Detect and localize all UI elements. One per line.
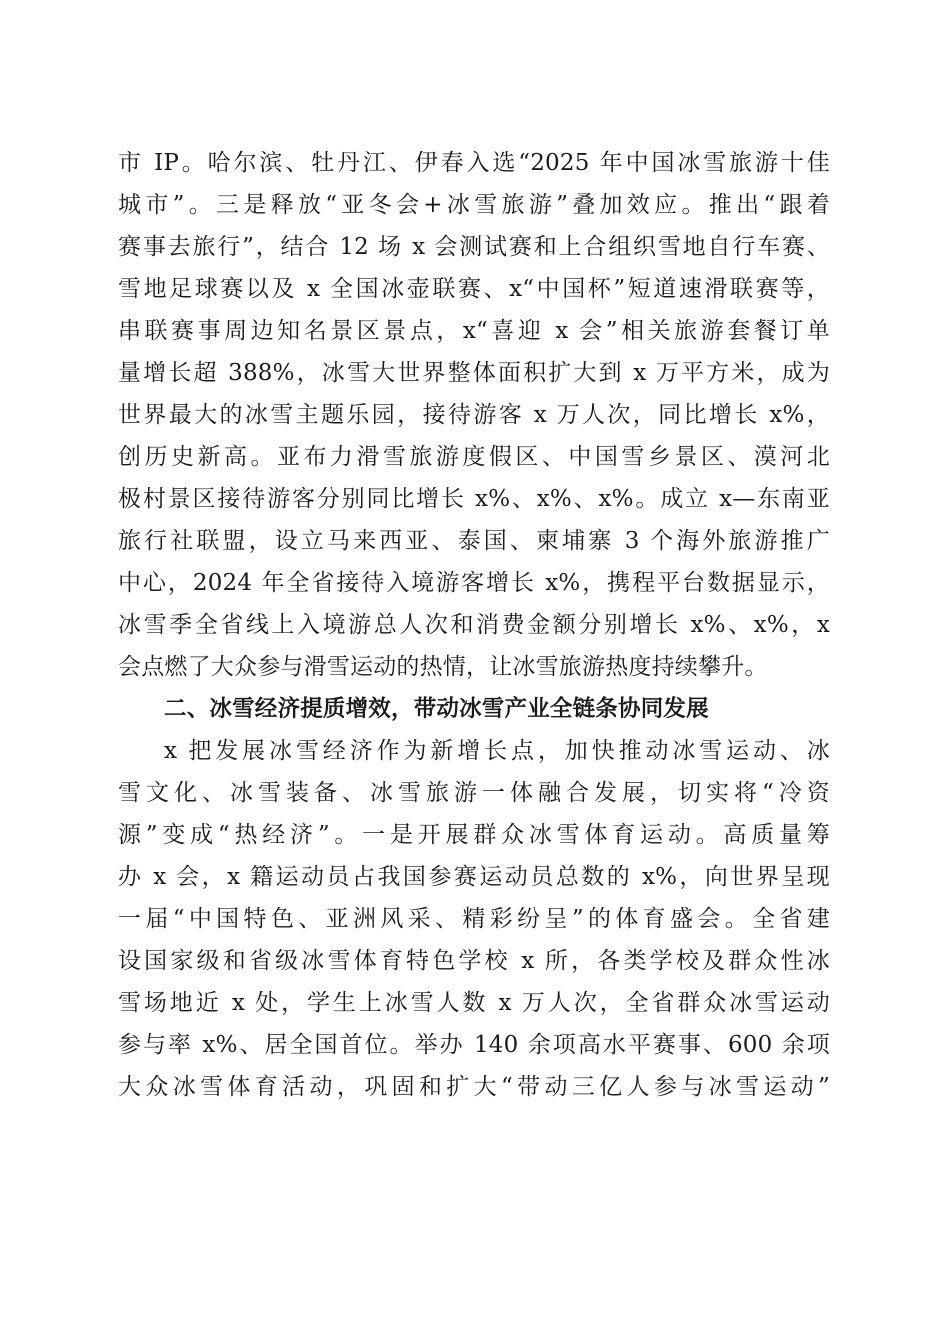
text-line: 一届“中国特色、亚洲风采、精彩纷呈”的体育盛会。全省建 (118, 906, 830, 932)
text-line: 串联赛事周边知名景区景点，x“喜迎 x 会”相关旅游套餐订单 (118, 318, 830, 344)
text-line: 中心，2024 年全省接待入境游客增长 x%，携程平台数据显示， (118, 570, 830, 596)
text-line: 源”变成“热经济”。一是开展群众冰雪体育运动。高质量筹 (118, 822, 830, 848)
text-line: x 把发展冰雪经济作为新增长点，加快推动冰雪运动、冰 (164, 738, 830, 764)
text-line: 雪地足球赛以及 x 全国冰壶联赛、x“中国杯”短道速滑联赛等， (118, 276, 830, 302)
paragraph-2 (118, 730, 830, 1108)
text-line: 冰雪季全省线上入境游总人次和消费金额分别增长 x%、x%，x (118, 612, 830, 638)
text-line: 市 IP。哈尔滨、牡丹江、伊春入选“2025 年中国冰雪旅游十佳 (118, 150, 830, 176)
text-line: 参与率 x%、居全国首位。举办 140 余项高水平赛事、600 余项 (118, 1032, 830, 1058)
text-line: 大众冰雪体育活动，巩固和扩大“带动三亿人参与冰雪运动” (118, 1074, 830, 1100)
text-line: 会点燃了大众参与滑雪运动的热情，让冰雪旅游热度持续攀升。 (118, 654, 768, 680)
text-line: 极村景区接待游客分别同比增长 x%、x%、x%。成立 x—东南亚 (118, 486, 830, 512)
text-line: 世界最大的冰雪主题乐园，接待游客 x 万人次，同比增长 x%， (118, 402, 830, 428)
paragraph-1 (118, 142, 830, 688)
text-line: 创历史新高。亚布力滑雪旅游度假区、中国雪乡景区、漠河北 (118, 444, 830, 470)
text-line: 旅行社联盟，设立马来西亚、泰国、柬埔寨 3 个海外旅游推广 (118, 528, 830, 554)
text-line: 办 x 会，x 籍运动员占我国参赛运动员总数的 x%，向世界呈现 (118, 864, 830, 890)
section-heading: 二、冰雪经济提质增效，带动冰雪产业全链条协同发展 (164, 696, 709, 722)
text-line: 城市”。三是释放“亚冬会+冰雪旅游”叠加效应。推出“跟着 (118, 192, 830, 218)
text-line: 设国家级和省级冰雪体育特色学校 x 所，各类学校及群众性冰 (118, 948, 830, 974)
document-body (118, 142, 830, 1108)
text-line: 雪场地近 x 处，学生上冰雪人数 x 万人次，全省群众冰雪运动 (118, 990, 830, 1016)
text-line: 赛事去旅行”，结合 12 场 x 会测试赛和上合组织雪地自行车赛、 (118, 234, 830, 260)
text-line: 量增长超 388%，冰雪大世界整体面积扩大到 x 万平方米，成为 (118, 360, 830, 386)
text-line: 雪文化、冰雪装备、冰雪旅游一体融合发展，切实将“冷资 (118, 780, 830, 806)
